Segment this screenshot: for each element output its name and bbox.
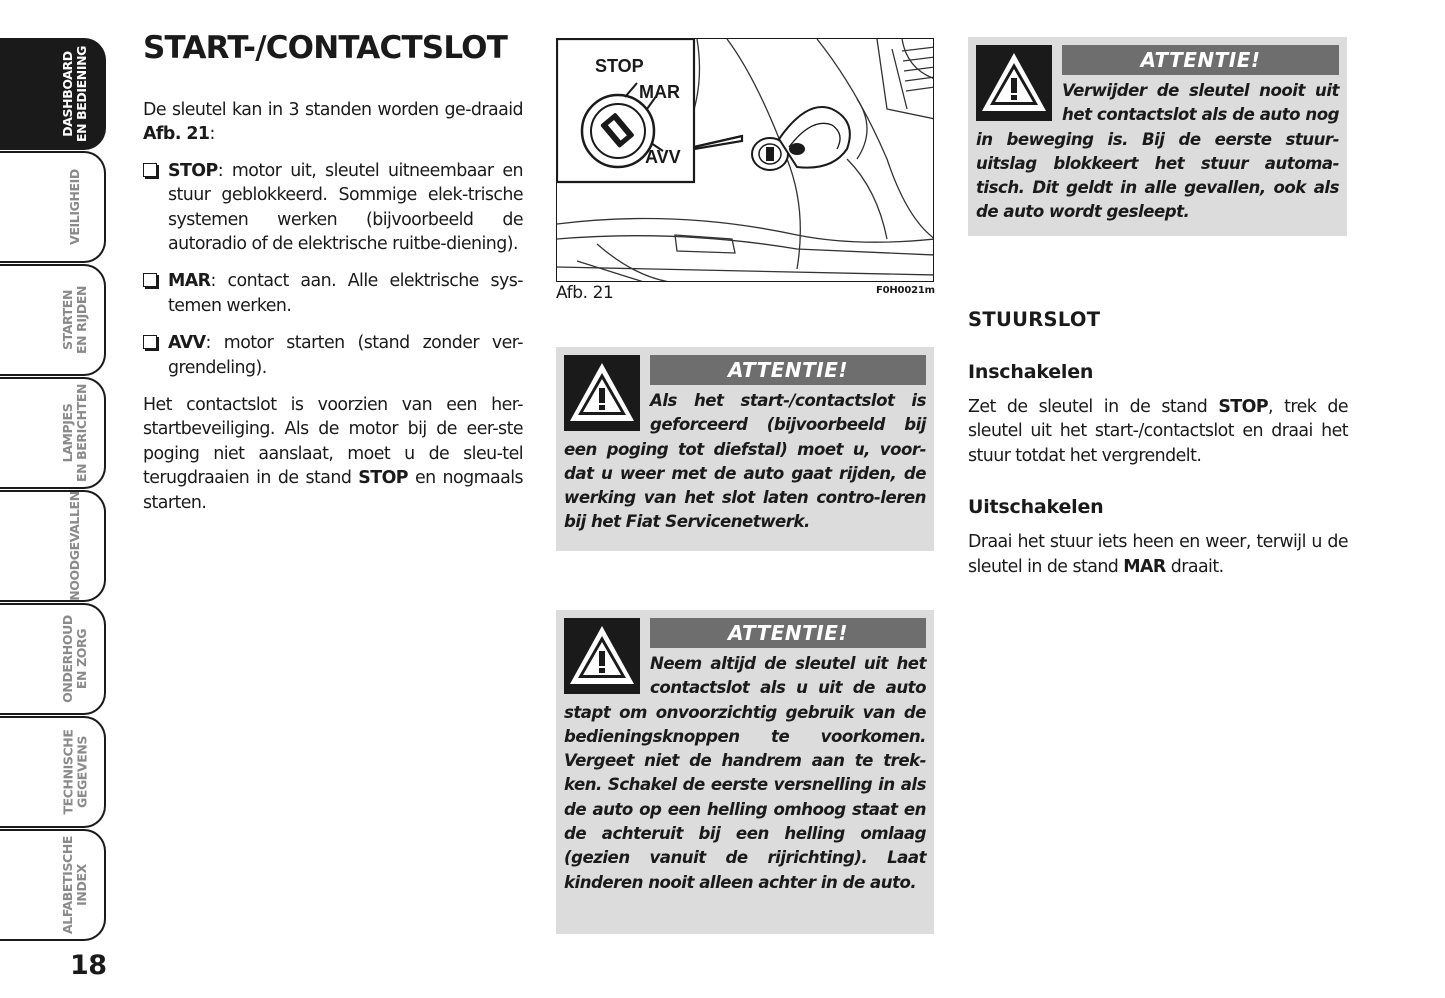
tab-label: DASHBOARD EN BEDIENING xyxy=(60,45,89,143)
tab-alfabetische-index[interactable] xyxy=(0,829,106,941)
inset-panel xyxy=(557,39,742,182)
list-item xyxy=(143,331,523,380)
key-fob xyxy=(779,107,850,168)
warning-box xyxy=(556,347,934,551)
checkbox-bullet-icon xyxy=(143,335,157,349)
tab-label: ONDERHOUD EN ZORG xyxy=(60,615,89,703)
list-item xyxy=(143,159,523,257)
position-key: STOP xyxy=(1218,397,1269,417)
section-heading: STUURSLOT xyxy=(968,308,1101,331)
tab-veiligheid[interactable] xyxy=(0,151,106,263)
tab-label: LAMPJES EN BERICHTEN xyxy=(60,383,89,483)
warning-heading: ATTENTIE! xyxy=(650,355,926,385)
tab-starten[interactable] xyxy=(0,264,106,376)
key-positions-list xyxy=(143,159,523,380)
subheading-disable: Uitschakelen xyxy=(968,496,1104,519)
warning-triangle-icon xyxy=(564,355,640,431)
checkbox-bullet-icon xyxy=(143,273,157,287)
position-text: : motor uit, sleutel uitneembaar en stuur geblokkeerd. Sommige elek-trische systemen werken (bijvoorbeeld de autoradio of de elektrische ruitbe-diening). xyxy=(168,160,523,255)
steering-lock-section xyxy=(968,308,1348,579)
inset-label-avv: AVV xyxy=(645,147,681,167)
ignition-illustration xyxy=(557,39,934,282)
page-number: 18 xyxy=(70,950,107,981)
position-key: MAR xyxy=(168,271,211,292)
position-key: AVV xyxy=(168,333,206,354)
warning-box xyxy=(968,37,1347,236)
warning-triangle-icon xyxy=(564,618,640,694)
warning-heading: ATTENTIE! xyxy=(650,618,926,648)
inset-label-mar: MAR xyxy=(639,82,680,102)
ignition-figure xyxy=(556,38,934,282)
warning-heading: ATTENTIE! xyxy=(1062,45,1339,75)
paragraph-text: en nogmaals starten. xyxy=(143,468,523,513)
figure-reference: Afb. 21 xyxy=(143,124,210,145)
paragraph-text: , trek de sleutel uit het start-/contactslot en draai het stuur totdat het vergrendelt. xyxy=(968,397,1349,466)
tab-label: VEILIGHEID xyxy=(67,169,82,245)
tab-label: STARTEN EN RIJDEN xyxy=(60,285,89,355)
intro-paragraph xyxy=(143,98,523,147)
position-text: : contact aan. Alle elektrische sys-temen werken. xyxy=(168,271,523,316)
tab-label: TECHNISCHE GEGEVENS xyxy=(60,729,89,815)
intro-text: De sleutel kan in 3 standen worden ge-draaid xyxy=(143,100,523,120)
page-title: START-/CONTACTSLOT xyxy=(143,30,508,66)
checkbox-bullet-icon xyxy=(143,163,157,177)
position-key: STOP xyxy=(168,160,218,181)
tab-noodgevallen[interactable] xyxy=(0,490,106,602)
tab-lampjes[interactable] xyxy=(0,377,106,489)
immobilizer-paragraph xyxy=(143,393,523,515)
paragraph-text: Draai het stuur iets heen en weer, terwijl u de sleutel in de stand xyxy=(968,532,1348,577)
warning-text: Als het start-/contactslot is geforceerd (bijvoorbeeld bij een poging tot diefstal) moet u, voor-dat u weer met de auto gaat rijden, de werking van het slot laten contro-leren bij het Fiat Servicenetwerk. xyxy=(564,391,926,532)
position-key: STOP xyxy=(358,468,408,489)
disable-paragraph xyxy=(968,530,1348,579)
inset-label-stop: STOP xyxy=(595,56,644,76)
tab-label: ALFABETISCHE INDEX xyxy=(59,835,89,935)
paragraph-text: Het contactslot is voorzien van een her-startbeveiliging. Als de motor bij de eer-ste poging niet aanslaat, moet u de sleu-tel terugdraaien in de stand xyxy=(143,395,523,489)
tab-technische-gegevens[interactable] xyxy=(0,716,106,828)
figure-caption: Afb. 21 xyxy=(556,283,614,303)
tab-label: NOODGEVALLEN xyxy=(67,491,82,601)
warning-text: Verwijder de sleutel nooit uit het contactslot als de auto nog in beweging is. Bij de eerste stuur-uitslag blokkeert het stuur automa-tisch. Dit geldt in alle gevallen, ook als de auto wordt gesleept. xyxy=(976,81,1339,222)
warning-text: Neem altijd de sleutel uit het contactslot als u uit de auto stapt om onvoorzichtig gebruik van de bedieningsknoppen te voorkomen. Vergeet niet de handrem aan te trek-ken. Schakel de eerste versnelling in als de auto op een helling omhoog staat en de achteruit bij een helling omlaag (gezien vanuit de rijrichting). Laat kinderen nooit alleen achter in de auto. xyxy=(564,654,926,892)
warning-box xyxy=(556,610,934,934)
list-item xyxy=(143,269,523,318)
paragraph-text: draait. xyxy=(1165,556,1224,577)
tab-onderhoud[interactable] xyxy=(0,603,106,715)
paragraph-text: Zet de sleutel in de stand xyxy=(968,397,1219,417)
subheading-enable: Inschakelen xyxy=(968,361,1094,383)
main-column xyxy=(143,30,523,515)
position-text: : motor starten (stand zonder ver-grendeling). xyxy=(168,333,523,378)
enable-paragraph xyxy=(968,395,1348,468)
figure-code: F0H0021m xyxy=(876,285,935,296)
warning-triangle-icon xyxy=(976,45,1052,121)
tab-dashboard[interactable] xyxy=(0,38,106,150)
position-key: MAR xyxy=(1123,556,1166,577)
intro-colon: : xyxy=(209,124,215,145)
